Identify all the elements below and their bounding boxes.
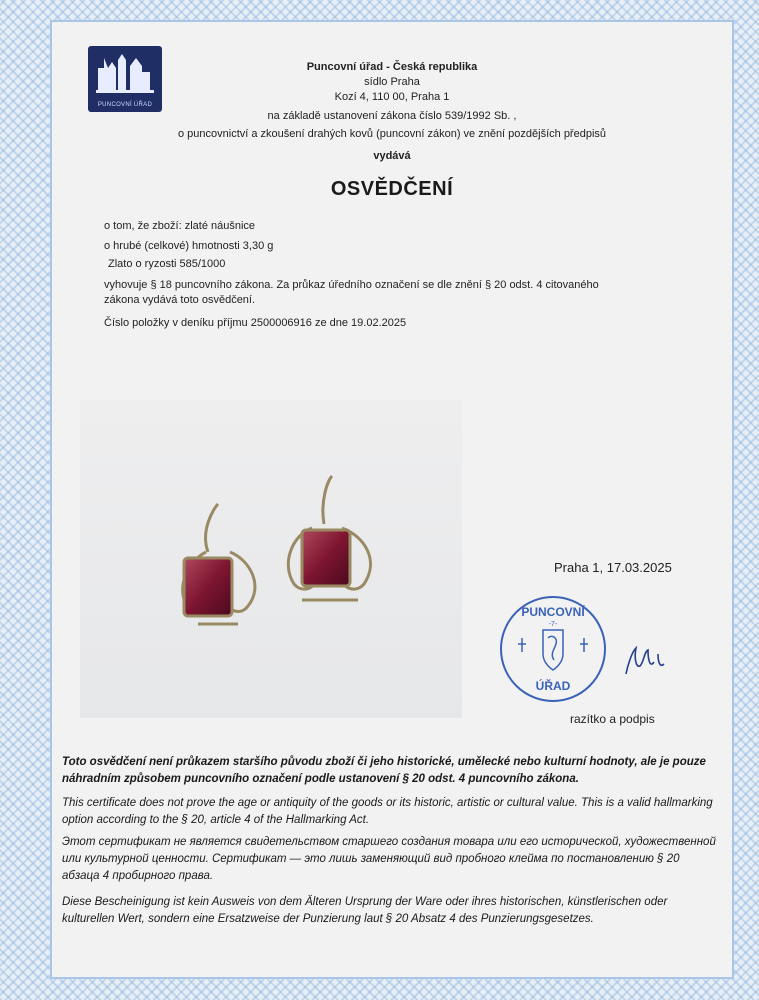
issuer-name: Puncovní úřad - Česká republika	[306, 61, 478, 73]
issues-label: vydává	[373, 150, 411, 162]
place-and-date: Praha 1, 17.03.2025	[554, 560, 672, 575]
disclaimer-english: This certificate does not prove the age or antiquity of the goods or its historic, artistic or cultural value. This is a valid hallmarking option according to the § 20, article 4 of the Hallmarking Act.	[62, 797, 713, 826]
handwritten-signature	[620, 634, 670, 684]
stamp-bottom-text: ÚŘAD	[535, 679, 571, 693]
fineness-line: Zlato o ryzosti 585/1000	[108, 258, 226, 270]
disclaimer-czech: Toto osvědčení není průkazem staršího původu zboží či jeho historické, umělecké nebo kulturní hodnoty, ale je pouze náhradním způsobem puncovního označení podle ustanovení § 20 odst. 4 puncovního zákona.	[62, 756, 706, 785]
earrings-photo	[80, 400, 462, 718]
stamp-number: -7-	[548, 621, 558, 628]
certificate-sheet	[52, 22, 732, 977]
stamp-top-text: PUNCOVNÍ	[521, 605, 585, 619]
goods-line: o tom, že zboží: zlaté náušnice	[104, 220, 256, 232]
legal-basis-line-2: o puncovnictví a zkoušení drahých kovů (puncovní zákon) ve znění pozdějších předpisů	[177, 128, 607, 140]
document-title: OSVĚDČENÍ	[330, 178, 454, 200]
compliance-paragraph: vyhovuje § 18 puncovního zákona. Za průkaz úředního označení se dle znění § 20 odst. 4 citovaného zákona vydává toto osvědčení.	[104, 279, 599, 306]
issuer-header	[52, 60, 732, 105]
stamp-and-signature-label: razítko a podpis	[570, 712, 655, 726]
official-stamp	[496, 594, 610, 704]
disclaimer-german: Diese Bescheinigung ist kein Ausweis von dem Älteren Ursprung der Ware oder ihres historischen, künstlerischen oder kulturellen Wert, sondern eine Ersatzweise der Punzierung laut § 20 Absatz 4 des Punzierungsgesetzes.	[62, 896, 668, 925]
earrings-image	[80, 400, 462, 718]
issuer-seat: sídlo Praha	[364, 76, 420, 88]
weight-line: o hrubé (celkové) hmotnosti 3,30 g	[104, 240, 274, 252]
issuer-address: Kozí 4, 110 00, Praha 1	[334, 91, 450, 103]
ledger-entry-line: Číslo položky v deníku příjmu 2500006916 ze dne 19.02.2025	[104, 317, 407, 329]
legal-basis-line-1: na základě ustanovení zákona číslo 539/1992 Sb. ,	[267, 110, 517, 122]
logo-caption: PUNCOVNÍ ÚŘAD	[97, 102, 153, 108]
disclaimer-russian: Этот сертификат не является свидетельством старшего создания товара или его исторической, художественной или культурной ценности. Сертификат — это лишь заменяющий вид пробного клейма по постановлению § 20 абзаца 4 пробирного права.	[62, 836, 716, 882]
